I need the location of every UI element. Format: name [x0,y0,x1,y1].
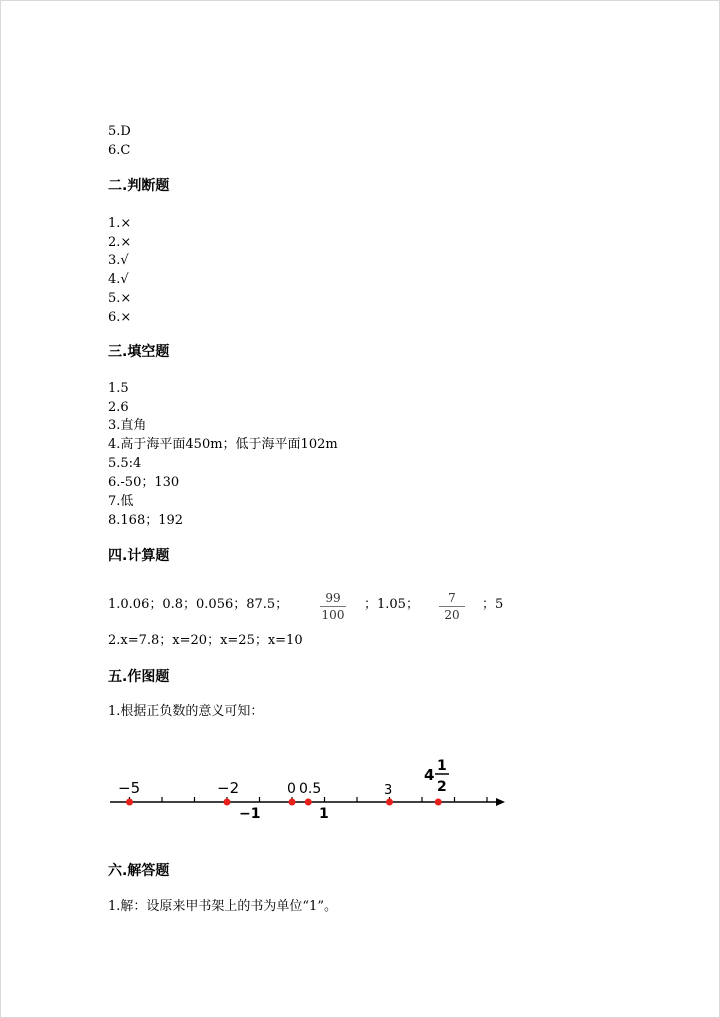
answer-line: 4.高于海平面450m；低于海平面102m [108,437,338,452]
section-title: 四.计算题 [108,548,170,564]
answer-line: 1.解：设原来甲书架上的书为单位“1”。 [108,899,337,914]
answer-line: 1.× [108,216,132,231]
number-point [289,799,296,806]
label-3: 3 [384,783,393,798]
answer-line: 1.根据正负数的意义可知： [108,704,264,719]
answer-line: 6.-50；130 [108,475,180,490]
answer-line: 2.× [108,235,132,250]
section-title: 六.解答题 [108,863,170,879]
number-point [386,799,393,806]
answer-line: 3.√ [108,253,129,268]
section-title: 五.作图题 [108,669,170,685]
answer-line: 2.x=7.8；x=20；x=25；x=10 [108,633,303,648]
calc-line-start: 1.0.06；0.8；0.056；87.5； [108,597,289,612]
label-mixed-whole: 4 [424,766,435,784]
fraction-denominator: 100 [321,608,345,622]
answer-line: 3.直角 [108,418,147,433]
answer-line: 7.低 [108,494,134,509]
label-0-5: 0.5 [299,781,322,797]
answer-line: 6.C [108,143,131,158]
calc-line-end: ；5 [482,597,504,612]
fraction-denominator: 20 [444,608,460,622]
label-0: 0 [287,781,296,797]
answer-line: 5.5:4 [108,456,142,471]
label-mixed-numerator: 1 [437,758,447,774]
answer-line: 5.D [108,124,131,139]
answer-line: 2.6 [108,400,129,415]
fraction-numerator: 99 [325,591,341,605]
section-title: 二.判断题 [108,178,170,194]
number-point [435,799,442,806]
label-1: 1 [319,806,329,822]
arrow-head-icon [496,798,505,806]
calc-line-mid: ；1.05； [364,597,419,612]
answer-line: 8.168；192 [108,513,184,528]
label-minus-1: −1 [239,806,261,822]
label-minus-5: −5 [118,779,141,797]
answer-line: 1.5 [108,381,129,396]
section-title: 三.填空题 [108,344,170,360]
answer-line: 6.× [108,310,132,325]
answer-line: 5.× [108,291,132,306]
number-point [305,799,312,806]
number-point [224,799,231,806]
fraction-numerator: 7 [448,591,456,605]
number-point [126,799,133,806]
label-minus-2: −2 [217,779,240,797]
label-mixed-denominator: 2 [437,779,447,795]
answer-line: 4.√ [108,272,129,287]
